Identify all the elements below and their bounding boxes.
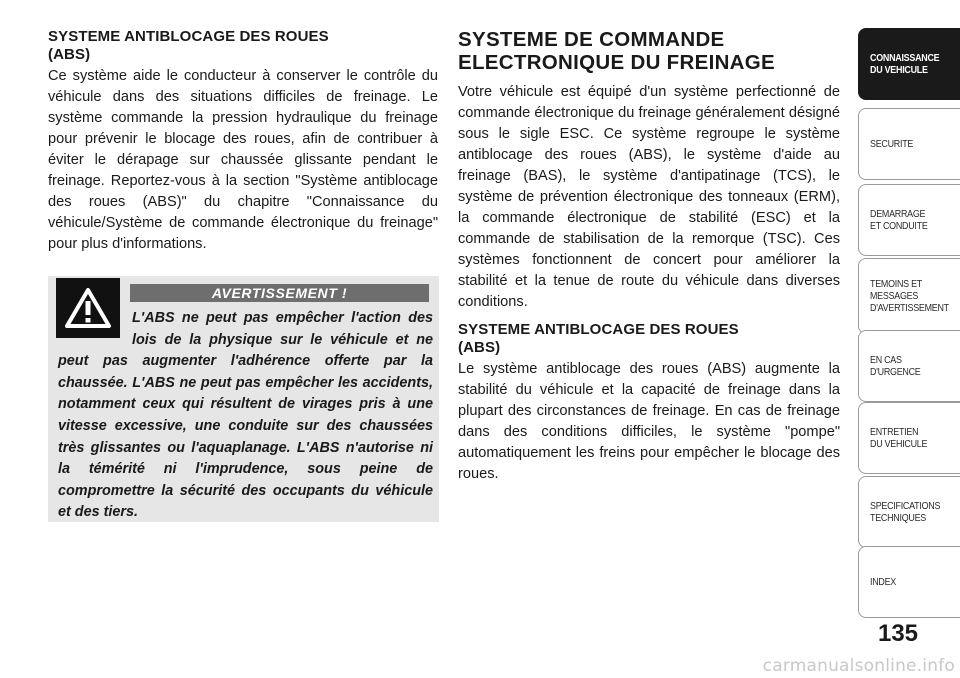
warning-text: L'ABS ne peut pas empêcher l'action des lois de la physique sur le véhicule et ne peut pas augmenter l'adhérence offerte par la chaussée. L'ABS ne peut pas empêcher les accidents, notamment ceux qui résultent de virages pris à une vitesse excessive, une conduite sur des chaussées très glissantes ou l'aquaplanage. L'ABS n'autorise ni la témérité ni l'imprudence, sous peine de compromettre la sécurité des occupants du véhicule et des tiers.	[58, 310, 433, 521]
right-column	[458, 28, 840, 485]
tab-temoins-et-messages[interactable]: TEMOINS ET MESSAGES D'AVERTISSEMENT	[858, 258, 960, 334]
chapter-tabs	[858, 0, 960, 678]
tab-connaissance-du-vehicule[interactable]: CONNAISSANCE DU VEHICULE	[858, 28, 960, 100]
tab-en-cas-durgence[interactable]: EN CAS D'URGENCE	[858, 330, 960, 402]
warning-title: AVERTISSEMENT !	[130, 284, 429, 302]
esc-paragraph: Votre véhicule est équipé d'un système perfectionné de commande électronique du freinage généralement désigné sous le sigle ESC. Ce système regroupe le système antiblocage des roues (ABS), le système d'aide au freinage (BAS), le système d'antipatinage (TCS), le système de prévention électronique des tonneaux (ERM), la commande électronique de stabilité (ESC) et la commande de stabilisation de la remorque (TSC). Ces systèmes fonctionnent de concert pour améliorer la stabilité et la tenue de route du véhicule dans diverses conditions.	[458, 84, 840, 310]
esc-heading: SYSTEME DE COMMANDE ELECTRONIQUE DU FREINAGE	[458, 28, 775, 74]
tab-securite[interactable]: SECURITE	[858, 108, 960, 180]
abs-subheading: SYSTEME ANTIBLOCAGE DES ROUES (ABS)	[458, 321, 739, 356]
abs-description: Le système antiblocage des roues (ABS) augmente la stabilité du véhicule et la capacité de freinage dans la plupart des circonstances de freinage. En cas de freinage dans des conditions difficiles, le système "pompe" automatiquement les freins pour empêcher le blocage des roues.	[458, 361, 840, 482]
left-column	[48, 28, 438, 255]
abs-paragraph: Ce système aide le conducteur à conserver le contrôle du véhicule dans des situations difficiles de freinage. Le système commande la pression hydraulique du freinage pour prévenir le blocage des roues, afin de contribuer à éviter le dérapage sur chaussée glissante pendant le freinage. Reportez-vous à la section "Système antiblocage des roues (ABS)" du chapitre "Connaissance du véhicule/Système de commande électronique du freinage" pour plus d'informations.	[48, 68, 438, 252]
tab-demarrage-et-conduite[interactable]: DEMARRAGE ET CONDUITE	[858, 184, 960, 256]
watermark: carmanualsonline.info	[762, 656, 955, 676]
tab-index[interactable]: INDEX	[858, 546, 960, 618]
abs-heading: SYSTEME ANTIBLOCAGE DES ROUES (ABS)	[48, 28, 329, 63]
tab-specifications-techniques[interactable]: SPECIFICATIONS TECHNIQUES	[858, 476, 960, 548]
warning-box	[48, 276, 439, 522]
tab-entretien-du-vehicule[interactable]: ENTRETIEN DU VEHICULE	[858, 402, 960, 474]
page-number: 135	[877, 620, 919, 647]
